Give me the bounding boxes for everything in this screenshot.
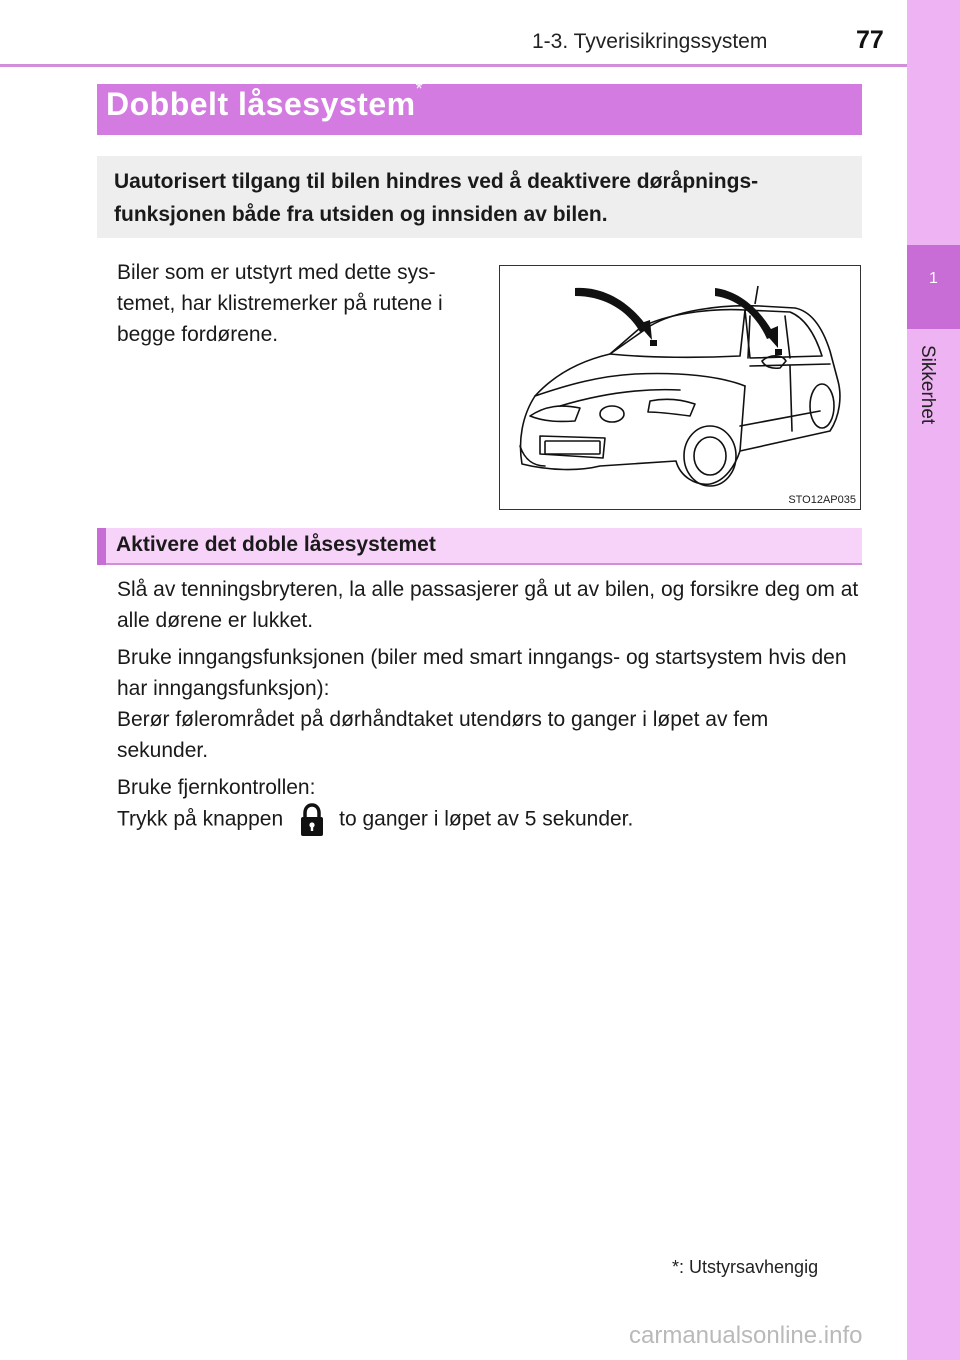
car-drawing	[500, 266, 860, 509]
remote-text-before: Trykk på knappen	[117, 807, 284, 831]
intro-paragraph: Biler som er utstyrt med dette sys-temet, har klistremerker på rutene i begge fordørene.	[117, 261, 443, 346]
section-header: 1-3. Tyverisikringssystem	[532, 30, 768, 53]
header-divider	[0, 64, 907, 67]
watermark: carmanualsonline.info	[629, 1322, 863, 1349]
remote-heading: Bruke fjernkontrollen:	[117, 776, 316, 799]
paragraph-remote	[117, 772, 862, 837]
summary-text: Uautorisert tilgang til bilen hindres ved å deaktivere døråpnings-funksjonen både fra utsiden og innsiden av bilen.	[114, 170, 759, 226]
subsection-accent	[97, 528, 106, 565]
entry-function-heading: Bruke inngangsfunksjonen (biler med smart inngangs- og startsystem hvis den har inngangsfunksjon):	[117, 646, 847, 700]
side-tab-number: 1	[929, 270, 938, 287]
side-tab-label: Sikkerhet	[917, 345, 938, 425]
footnote	[672, 1257, 818, 1278]
page-number: 77	[856, 26, 884, 54]
footnote-text: : Utstyrsavhengig	[679, 1257, 819, 1277]
lock-icon	[297, 803, 327, 837]
remote-instruction	[117, 803, 862, 837]
subsection-title: Aktivere det doble låsesystemet	[116, 533, 436, 556]
paragraph-ignition: Slå av tenningsbryteren, la alle passasjerer gå ut av bilen, og forsikre deg om at alle dørene er lukket.	[117, 578, 859, 632]
entry-function-instruction: Berør følerområdet på dørhåndtaket utendørs to ganger i løpet av fem sekunder.	[117, 708, 769, 762]
side-tab-strip	[907, 0, 960, 1360]
figure-code: STO12AP035	[788, 494, 856, 506]
car-illustration	[499, 265, 861, 510]
page-title-text: Dobbelt låsesystem	[106, 86, 416, 122]
remote-text-after: to ganger i løpet av 5 sekunder.	[339, 807, 634, 831]
equipment-marker: *	[415, 79, 424, 100]
paragraph-entry-function	[117, 642, 862, 766]
page-title	[106, 79, 424, 123]
footnote-marker: *	[672, 1257, 680, 1277]
